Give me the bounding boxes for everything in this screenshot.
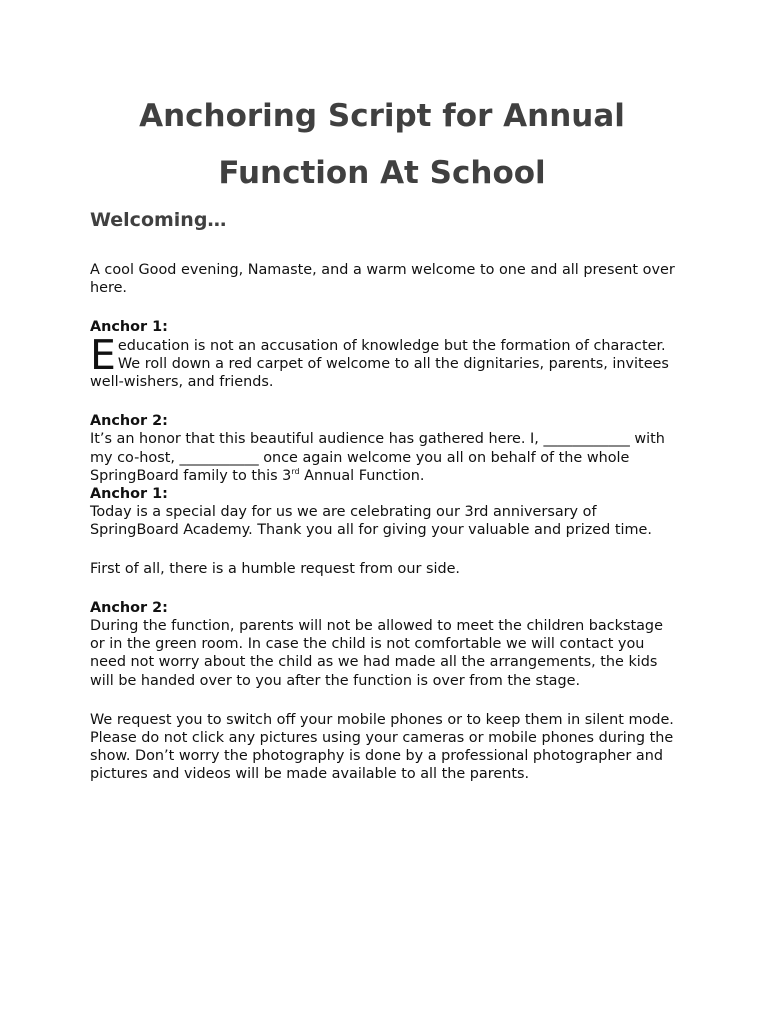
section-heading: Welcoming… [90,209,227,231]
closing-paragraph: We request you to switch off your mobile phones or to keep them in silent mode. Please do not click any pictures using your cameras or mobile phones during the show. Don’t worry the photography is done by a professional photographer and pictures and videos will be made available to all the parents. [90,711,674,783]
anchor-2-paragraph [90,430,680,485]
anchor-2-text-end: Annual Function. [299,467,425,484]
anchor-2-text: It’s an honor that this beautiful audience has gathered here. I, ____________ with my co-host, ___________ once again welcome you all on behalf of the whole SpringBoard family to this 3 [90,431,665,484]
drop-cap: E [90,330,116,379]
document-page [90,88,680,784]
anchor-1-paragraph [90,330,680,392]
ordinal-superscript: rd [291,467,300,477]
document-title [72,88,692,202]
title-line-1: Anchoring Script for Annual [139,98,625,134]
intro-paragraph: A cool Good evening, Namaste, and a warm welcome to one and all present over here. [90,262,675,297]
anchor-1-second-paragraph: Today is a special day for us we are celebrating our 3rd anniversary of SpringBoard Academy. Thank you all for giving your valuable and prized time. [90,504,652,539]
anchor-1-text: education is not an accusation of knowledge but the formation of character. We roll down a red carpet of welcome to all the dignitaries, parents, invitees well-wishers, and friends. [90,337,669,391]
title-line-2: Function At School [218,155,546,191]
request-paragraph: First of all, there is a humble request from our side. [90,560,461,577]
speaker-label-anchor-1-second: Anchor 1: [90,486,168,503]
speaker-label-anchor-1: Anchor 1: [90,319,168,336]
speaker-label-anchor-2-second: Anchor 2: [90,599,168,616]
anchor-2-second-paragraph: During the function, parents will not be allowed to meet the children backstage or in the green room. In case the child is not comfortable we will contact you need not worry about the child as we had made all the arrangements, the kids will be handed over to you after the function is over from the stage. [90,618,663,689]
speaker-label-anchor-2: Anchor 2: [90,413,168,430]
